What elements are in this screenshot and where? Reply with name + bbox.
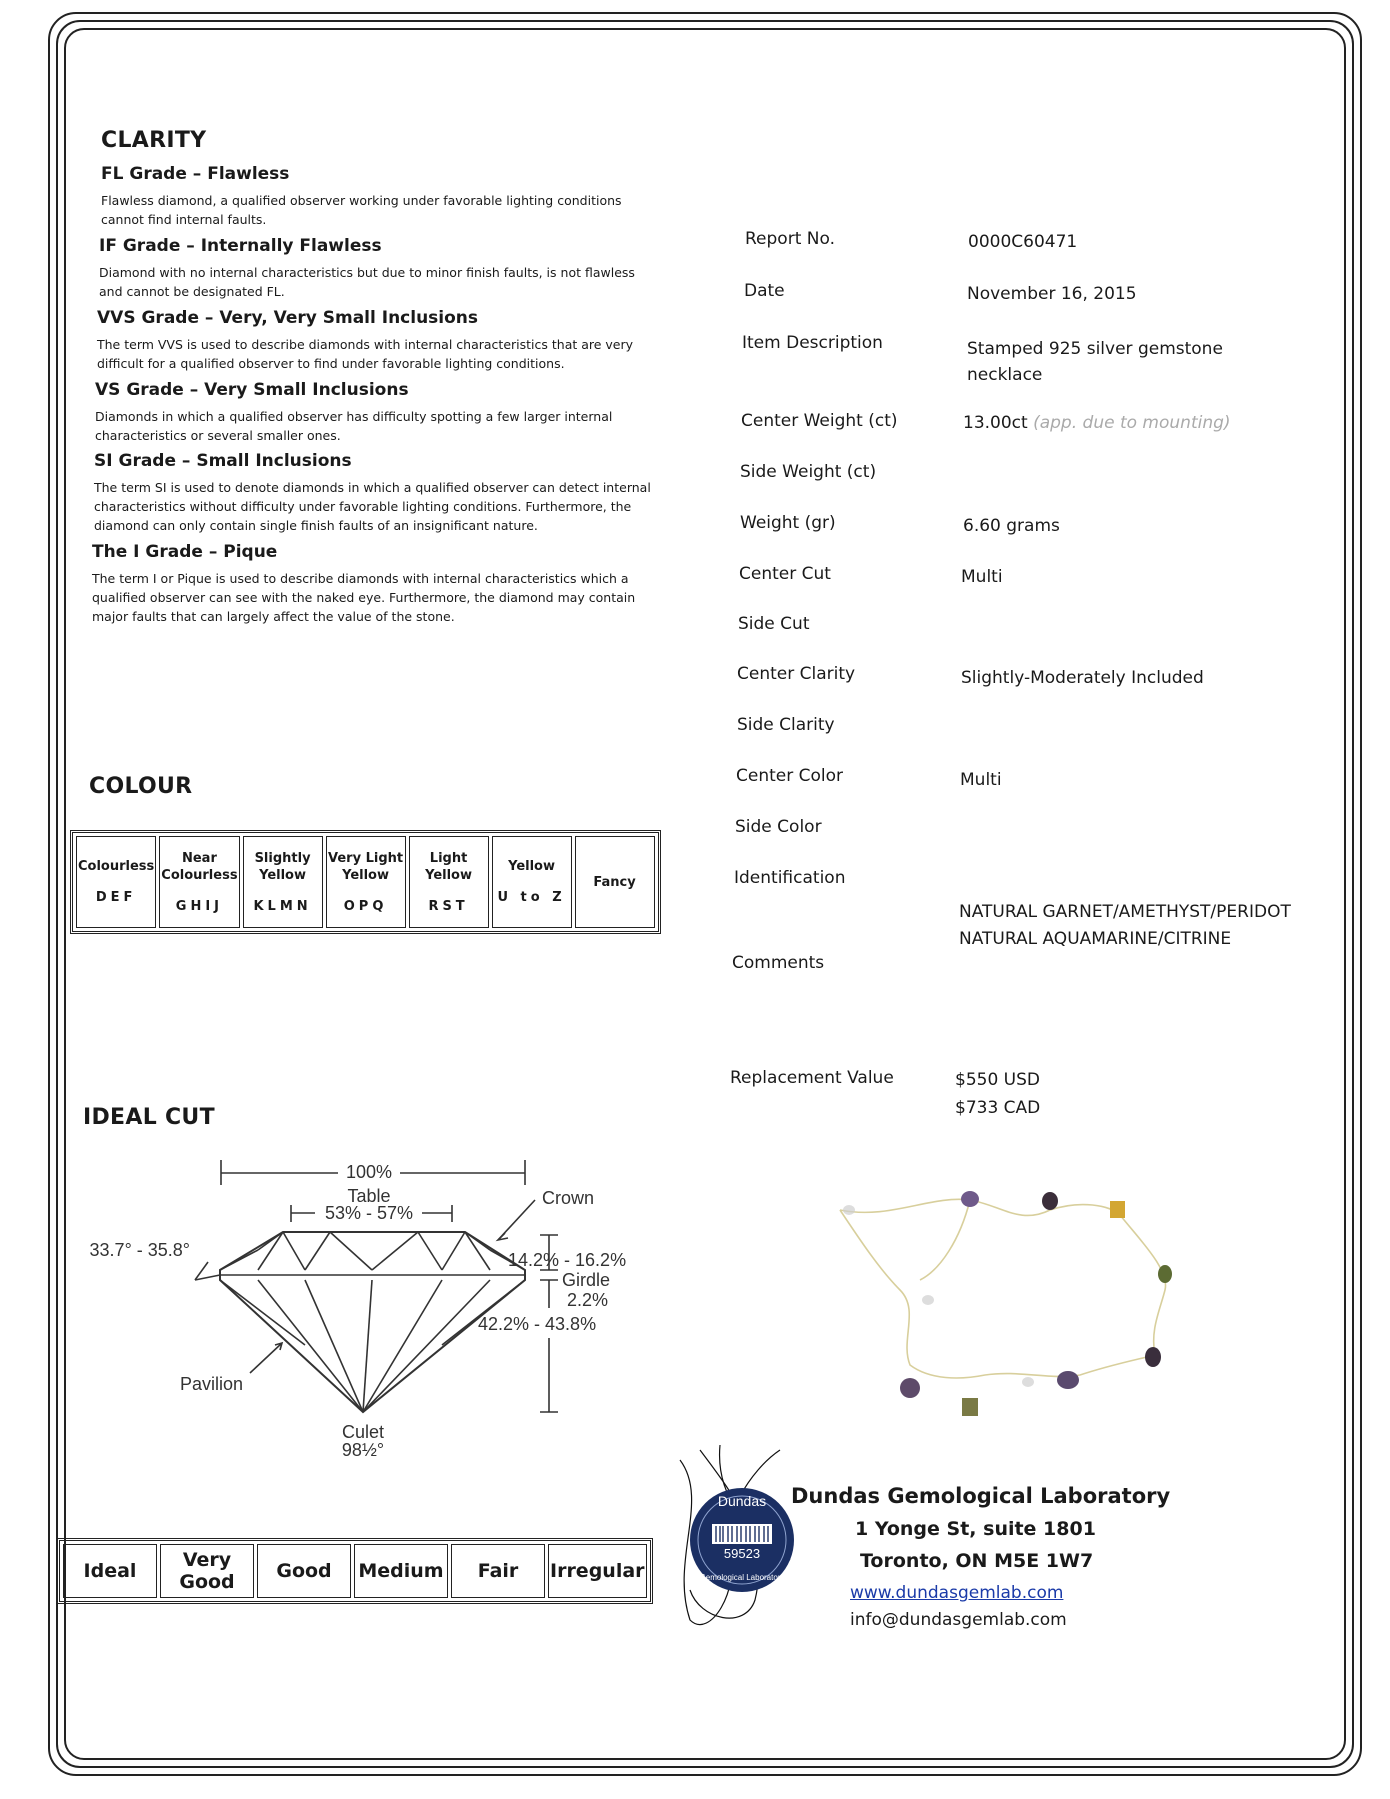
seal-number: 59523 [723, 1546, 761, 1561]
cut-grade-medium: Medium [354, 1544, 448, 1598]
necklace-photo [820, 1180, 1180, 1430]
colour-label: Yellow [508, 859, 555, 874]
colour-cell-very-light-yellow [326, 836, 406, 928]
label-side-clarity: Side Clarity [737, 715, 835, 735]
grade-text-vvs: The term VVS is used to describe diamonds with internal characteristics that are very difficult for a qualified observer to find under favorable lighting conditions. [97, 337, 634, 371]
grade-heading-fl: FL Grade – Flawless [101, 164, 290, 184]
colour-label: Near Colourless [161, 850, 238, 883]
grade-text-vs: Diamonds in which a qualified observer has difficulty spotting a few larger internal characteristics or several smaller ones. [95, 409, 613, 443]
lab-email: info@dundasgemlab.com [850, 1610, 1067, 1630]
value-center-clarity: Slightly-Moderately Included [961, 668, 1204, 688]
grade-text-if: Diamond with no internal characteristics but due to minor finish faults, is not flawless and cannot be designated FL. [99, 265, 635, 299]
label-date: Date [744, 281, 785, 301]
girdle-label: Girdle [562, 1270, 611, 1290]
width-label: 100% [345, 1162, 393, 1182]
lab-name: Dundas Gemological Laboratory [791, 1484, 1171, 1508]
label-item-description: Item Description [742, 333, 883, 353]
value-item-description: Stamped 925 silver gemstone necklace [967, 339, 1223, 385]
cut-grade-fair: Fair [451, 1544, 545, 1598]
colour-label: Slightly Yellow [254, 850, 311, 883]
colour-label: Fancy [593, 874, 636, 890]
colour-code: OPQ [343, 898, 388, 914]
clarity-title: CLARITY [101, 128, 207, 153]
seal-bottom-text: Gemological Laboratory [699, 1573, 785, 1582]
colour-cell-light-yellow [409, 836, 489, 928]
colour-label: Very Light Yellow [328, 850, 404, 883]
colour-code: RST [428, 898, 469, 914]
crown-height-label: 14.2% - 16.2% [508, 1250, 627, 1270]
value-weight-gr: 6.60 grams [963, 516, 1060, 536]
label-center-weight: Center Weight (ct) [741, 411, 898, 431]
label-side-color: Side Color [735, 817, 822, 837]
table-label: Table [347, 1186, 391, 1206]
label-center-cut: Center Cut [739, 564, 831, 584]
girdle-value-label: 2.2% [567, 1290, 609, 1310]
pavilion-depth-label: 42.2% - 43.8% [478, 1314, 597, 1334]
ideal-cut-title: IDEAL CUT [83, 1105, 215, 1130]
label-replacement-value: Replacement Value [730, 1068, 894, 1088]
colour-cell-slightly-yellow [243, 836, 323, 928]
colour-cell-yellow [492, 836, 572, 928]
grade-heading-i: The I Grade – Pique [92, 542, 278, 562]
pavilion-label: Pavilion [180, 1374, 244, 1394]
value-replacement-usd: $550 USD [955, 1070, 1040, 1090]
grade-text-i: The term I or Pique is used to describe diamonds with internal characteristics which a qualified observer can see with the naked eye. Furthermore, the diamond may contain major faults that can largely affect the value of the stone. [92, 571, 636, 624]
seal-top-text: Dundas [717, 1493, 767, 1509]
colour-code: GHIJ [175, 898, 224, 914]
label-center-clarity: Center Clarity [737, 664, 856, 684]
colour-code: KLMN [253, 898, 312, 914]
grade-heading-vvs: VVS Grade – Very, Very Small Inclusions [97, 308, 479, 328]
grade-text-fl: Flawless diamond, a qualified observer working under favorable lighting conditions cannot find internal faults. [101, 193, 622, 227]
cut-grade-good: Good [257, 1544, 351, 1598]
seal-barcode [712, 1524, 772, 1544]
colour-label: Light Yellow [425, 850, 472, 883]
label-identification: Identification [734, 868, 846, 888]
grade-heading-if: IF Grade – Internally Flawless [99, 236, 382, 256]
label-weight-gr: Weight (gr) [740, 513, 836, 533]
culet-label: Culet [341, 1422, 385, 1442]
crown-label: Crown [542, 1188, 595, 1208]
colour-cell-colourless [76, 836, 156, 928]
cut-grade-irregular: Irregular [548, 1544, 647, 1598]
label-side-cut: Side Cut [738, 614, 810, 634]
colour-code: DEF [95, 890, 137, 905]
center-weight-note: (app. due to mounting) [1033, 413, 1231, 433]
label-center-color: Center Color [736, 766, 844, 786]
value-date: November 16, 2015 [967, 284, 1137, 304]
value-identification-1: NATURAL GARNET/AMETHYST/PERIDOT [959, 902, 1291, 922]
center-weight-value: 13.00ct [963, 413, 1028, 433]
lab-seal [660, 1440, 810, 1640]
grade-text-si: The term SI is used to denote diamonds in which a qualified observer can detect internal characteristics without difficulty under favorable lighting conditions. Furthermore, the diamond can only contain single finish faults of an insignificant nature. [94, 480, 651, 533]
colour-scale [70, 830, 661, 934]
colour-title: COLOUR [89, 774, 193, 799]
culet-value-label: 98½° [341, 1440, 385, 1460]
value-center-cut: Multi [961, 567, 1003, 587]
lab-address-2: Toronto, ON M5E 1W7 [860, 1550, 1094, 1572]
label-comments: Comments [732, 953, 825, 973]
cut-grade-ideal: Ideal [63, 1544, 157, 1598]
label-side-weight: Side Weight (ct) [740, 462, 877, 482]
cut-grade-scale [57, 1538, 653, 1604]
value-identification-2: NATURAL AQUAMARINE/CITRINE [959, 929, 1232, 949]
colour-cell-near-colourless [159, 836, 239, 928]
value-replacement-cad: $733 CAD [955, 1098, 1041, 1118]
value-report-no: 0000C60471 [968, 232, 1078, 252]
lab-address-1: 1 Yonge St, suite 1801 [855, 1518, 1096, 1540]
grade-heading-si: SI Grade – Small Inclusions [94, 451, 352, 471]
colour-label: Colourless [78, 859, 155, 874]
value-center-color: Multi [960, 770, 1002, 790]
label-report-no: Report No. [745, 229, 835, 249]
value-center-weight [963, 413, 1231, 433]
lab-website-link[interactable]: www.dundasgemlab.com [850, 1583, 1064, 1603]
colour-code: U to Z [497, 890, 566, 905]
cut-grade-very-good: Very Good [160, 1544, 254, 1598]
table-range-label: 53% - 57% [324, 1203, 414, 1223]
diamond-proportions-diagram [80, 1140, 650, 1470]
grade-heading-vs: VS Grade – Very Small Inclusions [95, 380, 409, 400]
crown-angle-label: 33.7° - 35.8° [89, 1240, 190, 1260]
colour-cell-fancy [575, 836, 655, 928]
